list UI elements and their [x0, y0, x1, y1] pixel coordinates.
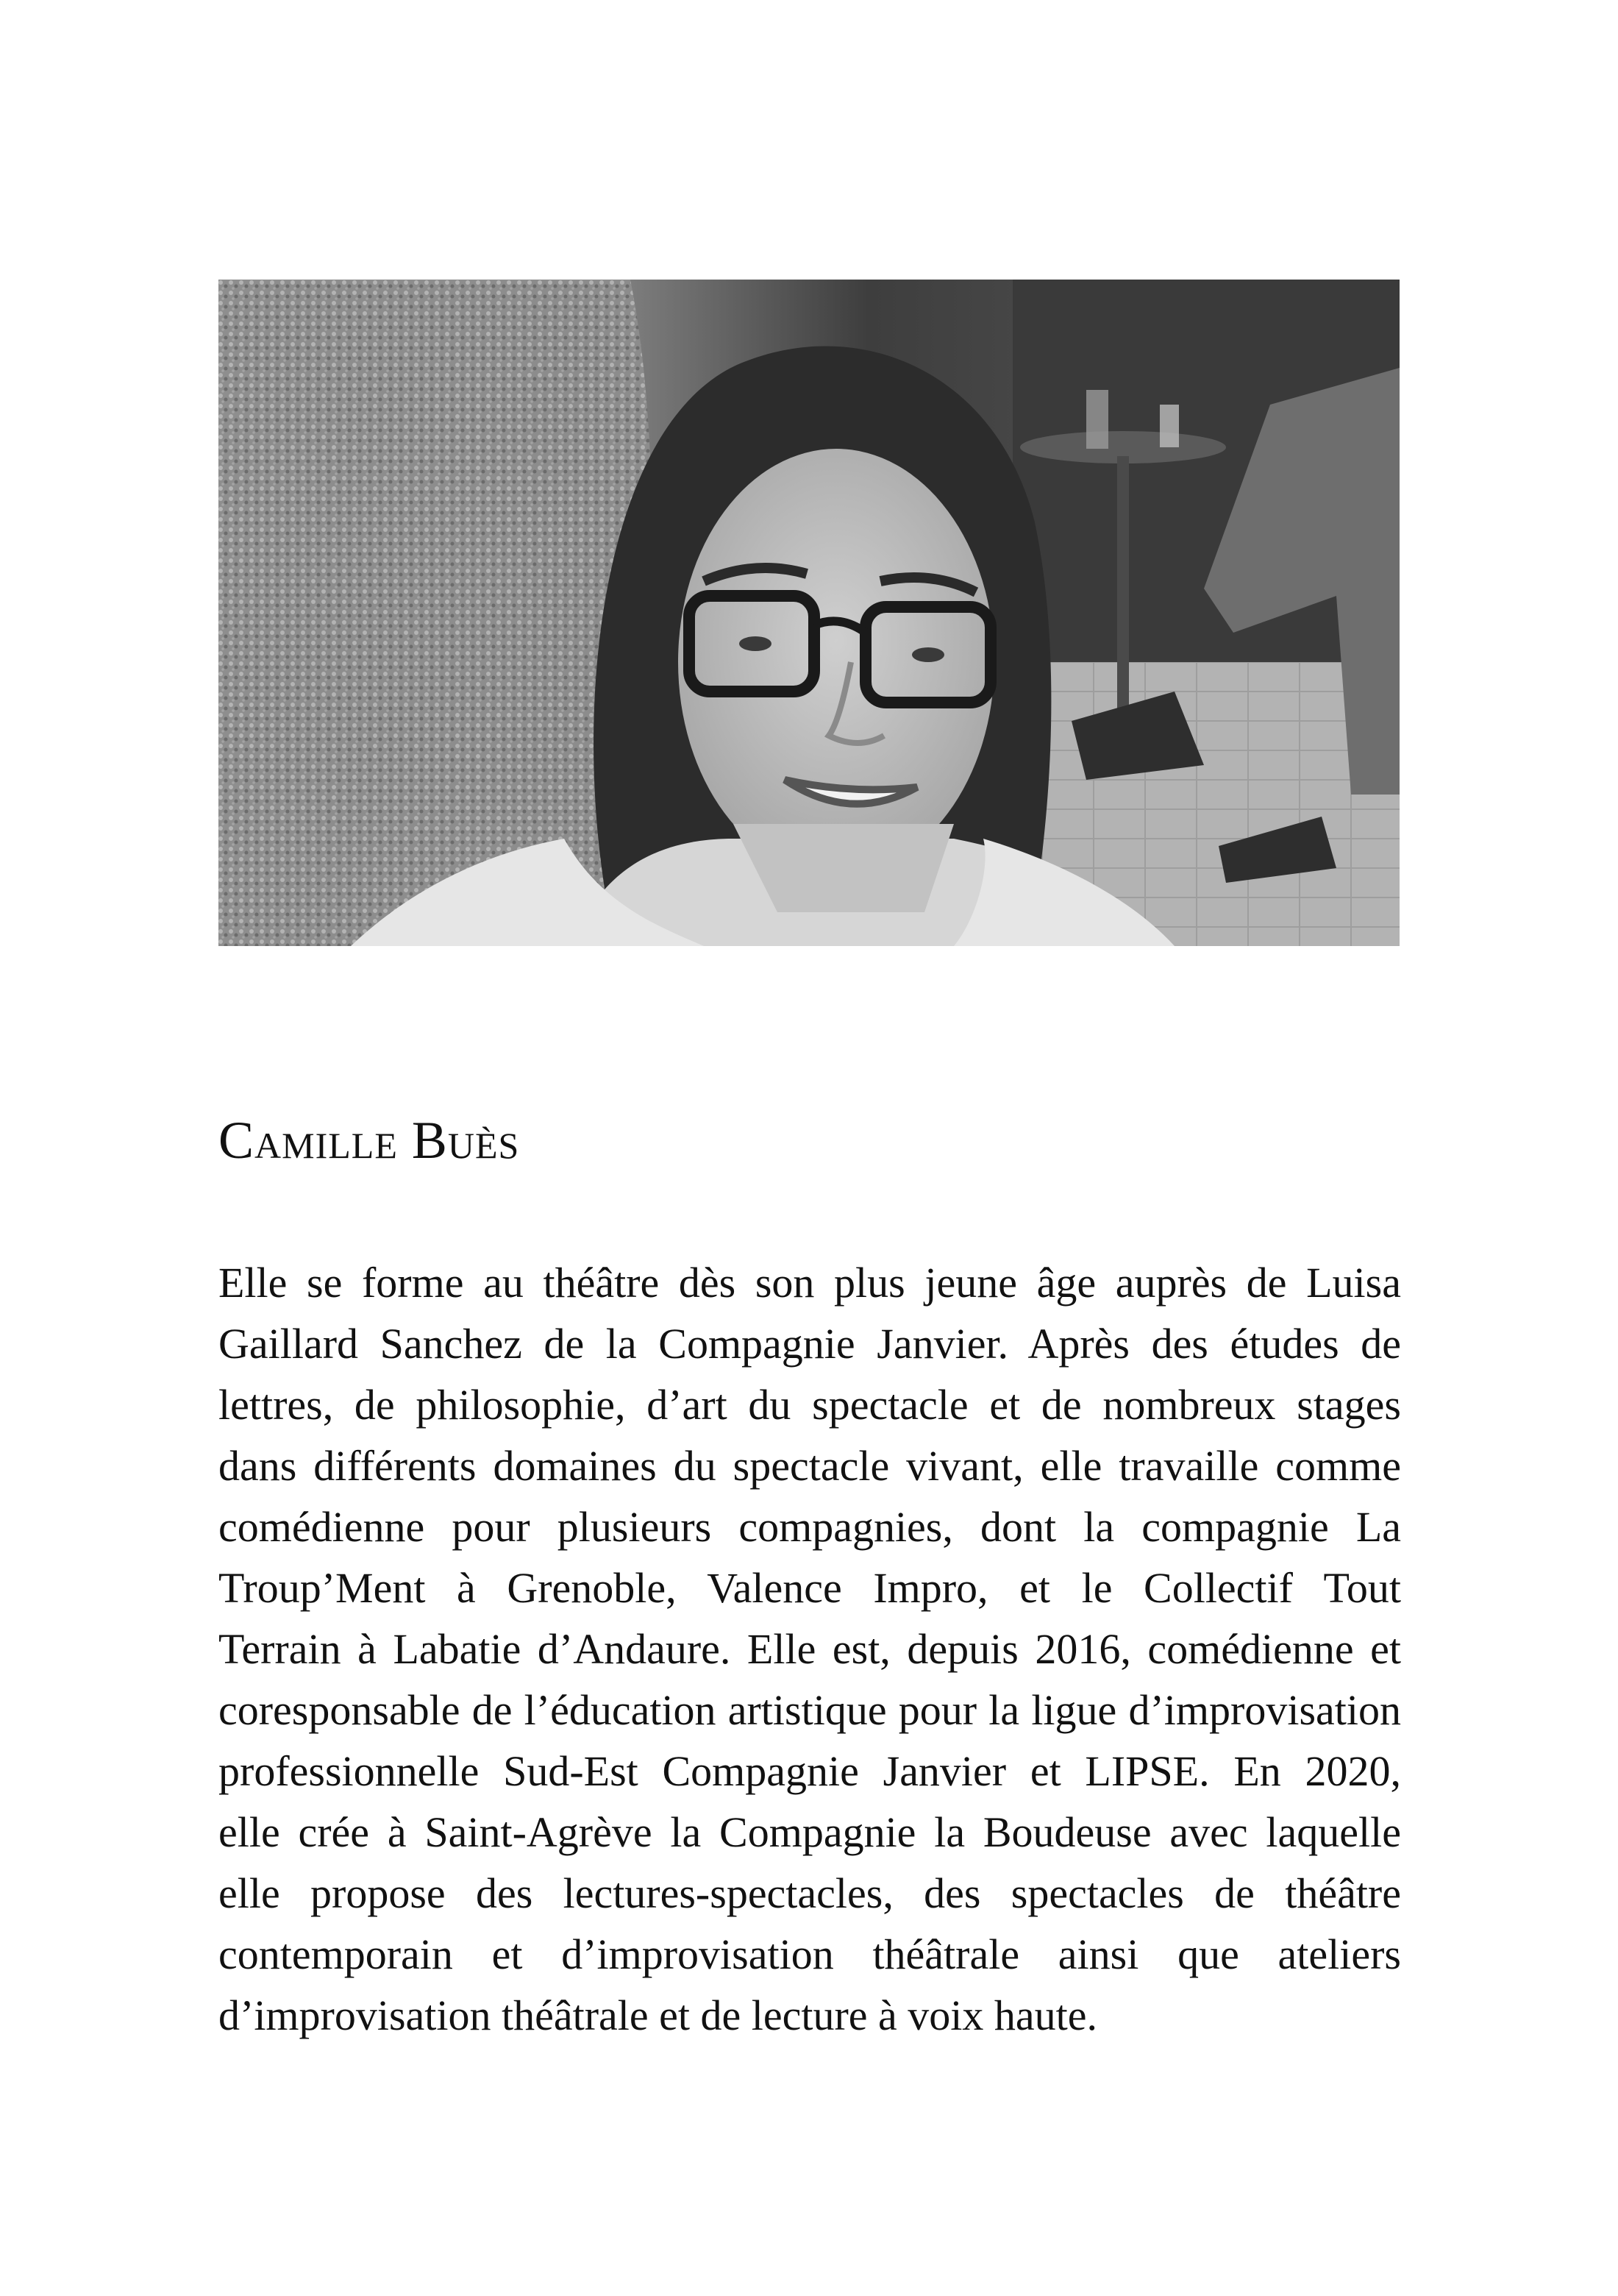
bio-line: elle crée à Saint-Agrève la Compagnie la Boudeuse avec laquelle	[218, 1808, 1401, 1856]
face	[678, 449, 994, 875]
eye	[739, 636, 771, 651]
bio-line: Gaillard Sanchez de la Compagnie Janvier. Après des études de	[218, 1320, 1401, 1368]
portrait-photo-placeholder	[218, 280, 1400, 946]
bio-line: contemporain et d’improvisation théâtrale ainsi que ateliers	[218, 1930, 1401, 1978]
tree-trunk	[218, 280, 652, 946]
glass	[1086, 390, 1108, 449]
bio-paragraph	[218, 1252, 1401, 2046]
bio-line-last: d’improvisation théâtrale et de lecture à voix haute.	[218, 1991, 1097, 2039]
bio-line: professionnelle Sud-Est Compagnie Janvier et LIPSE. En 2020,	[218, 1747, 1401, 1795]
bio-line: Elle se forme au théâtre dès son plus jeune âge auprès de Luisa	[218, 1259, 1401, 1307]
bio-line: dans différents domaines du spectacle vivant, elle travaille comme	[218, 1442, 1401, 1490]
bio-line: lettres, de philosophie, d’art du spectacle et de nombreux stages	[218, 1381, 1401, 1429]
portrait-photo	[218, 280, 1400, 946]
bio-line: Troup’Ment à Grenoble, Valence Impro, et le Collectif Tout	[218, 1564, 1401, 1612]
bio-line: comédienne pour plusieurs compagnies, dont la compagnie La	[218, 1503, 1401, 1551]
bio-line: elle propose des lectures-spectacles, des spectacles de théâtre	[218, 1869, 1401, 1917]
person-name-heading: Camille Buès	[218, 1111, 520, 1170]
eye	[912, 647, 944, 662]
table-leg	[1117, 456, 1129, 721]
bio-line: Terrain à Labatie d’Andaure. Elle est, depuis 2016, comédienne et	[218, 1625, 1401, 1673]
glass	[1160, 405, 1179, 447]
bio-line: coresponsable de l’éducation artistique pour la ligue d’improvisation	[218, 1686, 1401, 1734]
